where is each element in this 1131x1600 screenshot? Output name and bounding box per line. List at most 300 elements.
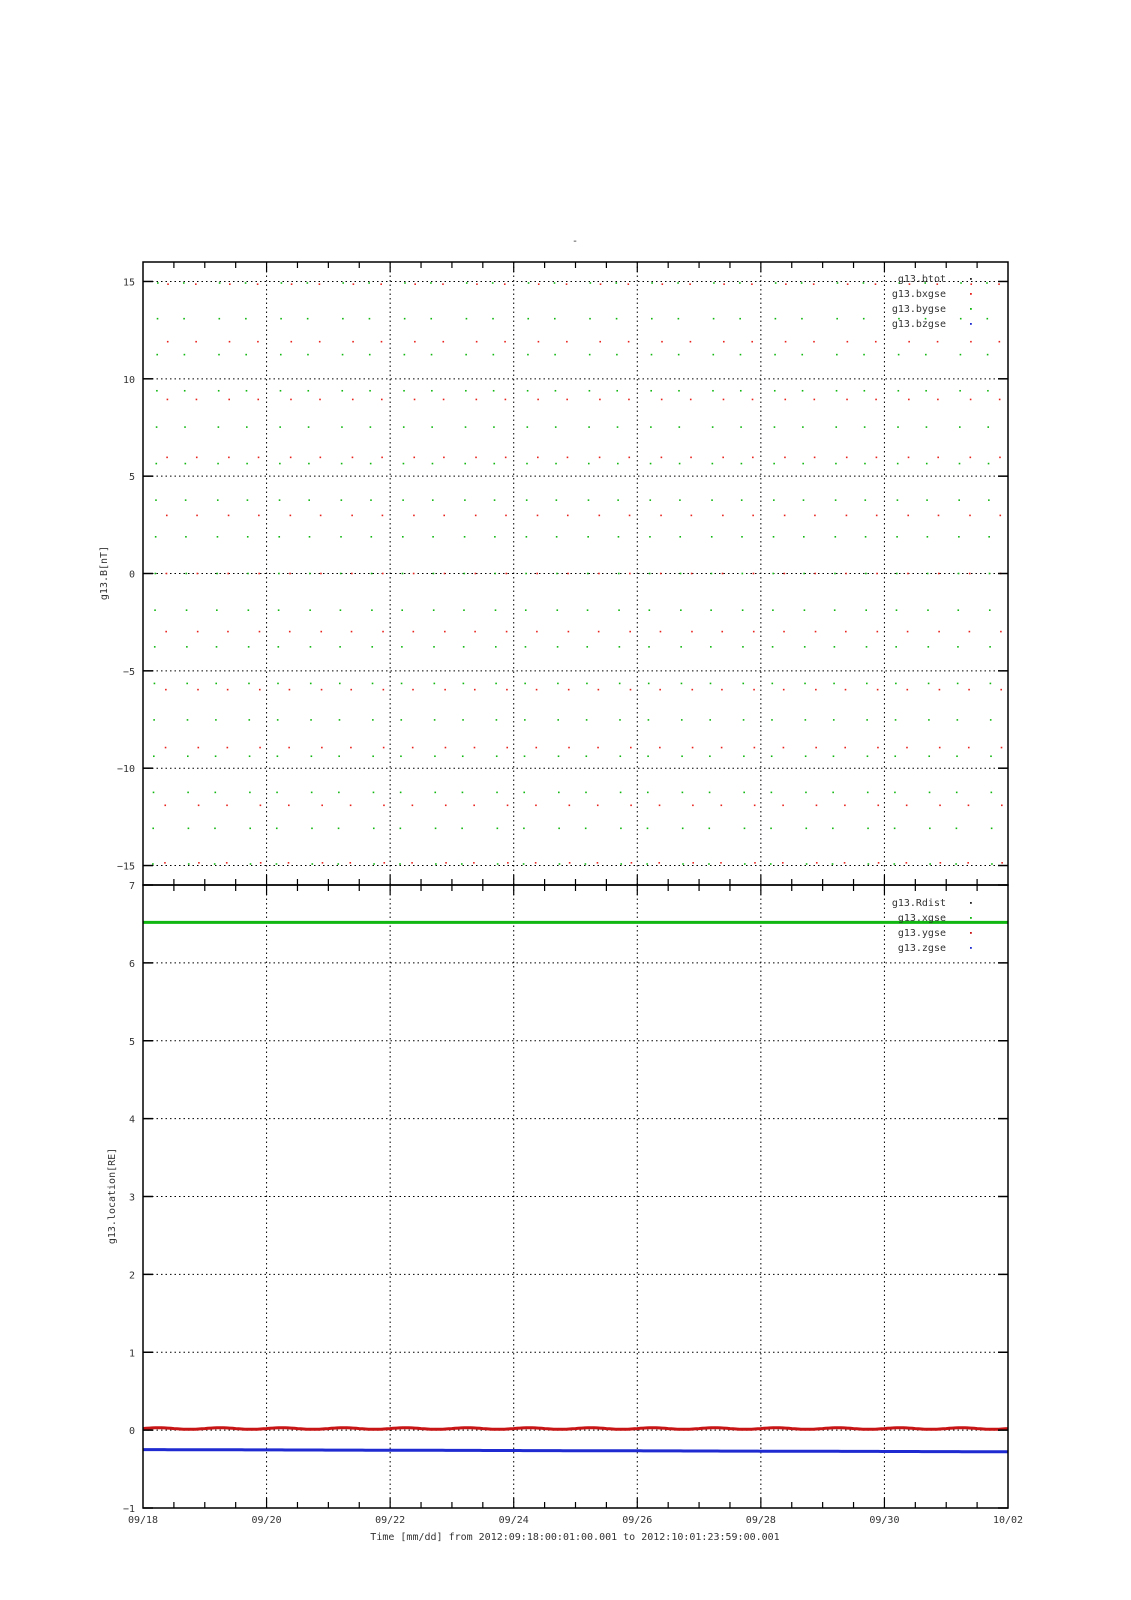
data-point (835, 499, 837, 501)
data-point (773, 536, 775, 538)
data-point (630, 805, 632, 807)
data-point (590, 282, 592, 284)
data-point (523, 863, 525, 865)
data-point (678, 390, 680, 392)
data-point (339, 683, 341, 685)
data-point (938, 631, 940, 633)
data-point (690, 341, 692, 343)
data-point (619, 683, 621, 685)
data-point (864, 390, 866, 392)
data-point (537, 515, 539, 517)
data-point (876, 515, 878, 517)
data-point (352, 399, 354, 401)
data-point (434, 792, 436, 794)
data-point (713, 318, 715, 320)
data-point (526, 463, 528, 465)
legend-label: g13.Rdist (891, 898, 946, 909)
data-point (620, 792, 622, 794)
data-point (650, 390, 652, 392)
data-point (834, 573, 836, 575)
data-point (249, 792, 251, 794)
data-point (661, 399, 663, 401)
data-point (535, 747, 537, 749)
data-point (877, 689, 879, 691)
data-point (218, 426, 220, 428)
data-point (955, 863, 957, 865)
data-point (960, 354, 962, 356)
legend-label: g13.btot (897, 274, 946, 285)
data-point (649, 499, 651, 501)
data-point (464, 536, 466, 538)
data-point (682, 792, 684, 794)
data-point (465, 390, 467, 392)
data-point (754, 862, 756, 864)
data-point (342, 354, 344, 356)
data-point (187, 755, 189, 757)
data-point (383, 689, 385, 691)
data-point (186, 609, 188, 611)
data-point (845, 573, 847, 575)
data-point (648, 646, 650, 648)
data-point (956, 792, 958, 794)
data-point (970, 341, 972, 343)
data-point (369, 354, 371, 356)
data-point (215, 719, 217, 721)
y-tick-label: 6 (128, 958, 135, 970)
data-point (774, 426, 776, 428)
data-point (691, 515, 693, 517)
data-point (258, 457, 260, 459)
data-point (845, 689, 847, 691)
data-point (463, 683, 465, 685)
data-point (692, 747, 694, 749)
data-point (229, 341, 231, 343)
data-point (712, 426, 714, 428)
data-point (400, 828, 402, 830)
data-point (802, 426, 804, 428)
data-point (246, 463, 248, 465)
data-point (568, 689, 570, 691)
data-point (535, 805, 537, 807)
x-tick-label: 09/26 (622, 1515, 653, 1526)
data-point (906, 747, 908, 749)
data-point (187, 719, 189, 721)
data-point (620, 863, 622, 865)
data-point (430, 282, 432, 284)
data-point (443, 457, 445, 459)
data-point (988, 536, 990, 538)
data-point (805, 828, 807, 830)
data-point (926, 499, 928, 501)
data-point (629, 515, 631, 517)
y-tick-label: 7 (128, 881, 135, 892)
data-point (847, 341, 849, 343)
data-point (616, 318, 618, 320)
data-point (339, 646, 341, 648)
data-point (814, 515, 816, 517)
data-point (340, 609, 342, 611)
data-point (400, 792, 402, 794)
data-point (617, 463, 619, 465)
data-point (929, 863, 931, 865)
y-tick-label: −1 (122, 1504, 135, 1515)
data-point (752, 515, 754, 517)
data-point (319, 283, 321, 285)
data-point (897, 426, 899, 428)
data-point (536, 689, 538, 691)
data-point (442, 283, 444, 285)
data-point (662, 283, 664, 285)
data-point (782, 805, 784, 807)
data-point (927, 573, 929, 575)
data-point (430, 318, 432, 320)
data-point (433, 573, 435, 575)
data-point (321, 805, 323, 807)
data-point (278, 536, 280, 538)
data-point (288, 805, 290, 807)
data-point (586, 755, 588, 757)
data-point (987, 426, 989, 428)
data-point (188, 828, 190, 830)
data-point (280, 354, 282, 356)
data-point (461, 828, 463, 830)
data-point (906, 805, 908, 807)
data-point (229, 283, 231, 285)
data-point (157, 282, 159, 284)
data-point (628, 399, 630, 401)
data-point (536, 573, 538, 575)
data-point (310, 683, 312, 685)
data-point (990, 719, 992, 721)
data-point (248, 683, 250, 685)
data-point (708, 863, 710, 865)
data-point (619, 755, 621, 757)
data-point (462, 719, 464, 721)
data-point (401, 609, 403, 611)
legend-label: g13.bygse (891, 304, 946, 315)
data-point (154, 646, 156, 648)
data-point (352, 457, 354, 459)
data-point (802, 463, 804, 465)
data-point (279, 463, 281, 465)
data-point (926, 463, 928, 465)
data-point (156, 354, 158, 356)
data-point (463, 646, 465, 648)
data-point (588, 499, 590, 501)
data-point (322, 862, 324, 864)
data-point (505, 399, 507, 401)
data-point (290, 457, 292, 459)
data-point (937, 399, 939, 401)
data-point (721, 689, 723, 691)
data-point (554, 318, 556, 320)
data-point (864, 499, 866, 501)
data-point (926, 426, 928, 428)
data-point (525, 646, 527, 648)
data-point (402, 536, 404, 538)
y-tick-label: 5 (128, 1036, 135, 1048)
data-point (628, 341, 630, 343)
data-point (197, 631, 199, 633)
data-point (927, 609, 929, 611)
data-point (466, 318, 468, 320)
data-point (907, 631, 909, 633)
data-point (956, 828, 958, 830)
data-point (557, 683, 559, 685)
data-point (250, 863, 252, 865)
data-point (618, 573, 620, 575)
data-point (925, 354, 927, 356)
data-point (370, 463, 372, 465)
data-point (771, 683, 773, 685)
data-point (198, 805, 200, 807)
data-point (836, 354, 838, 356)
legend-label: g13.xgse (897, 913, 946, 924)
data-point (771, 755, 773, 757)
data-point (722, 457, 724, 459)
data-point (957, 719, 959, 721)
data-point (990, 683, 992, 685)
data-point (784, 515, 786, 517)
data-point (616, 354, 618, 356)
data-point (988, 499, 990, 501)
data-point (801, 354, 803, 356)
data-point (434, 719, 436, 721)
data-point (836, 390, 838, 392)
data-point (832, 792, 834, 794)
data-point (474, 689, 476, 691)
data-point (588, 426, 590, 428)
data-point (958, 573, 960, 575)
legend-marker (970, 917, 972, 919)
data-point (382, 573, 384, 575)
data-point (783, 631, 785, 633)
data-point (183, 318, 185, 320)
data-point (443, 399, 445, 401)
data-point (185, 573, 187, 575)
data-point (554, 354, 556, 356)
data-point (742, 609, 744, 611)
data-point (587, 573, 589, 575)
data-point (1001, 747, 1003, 749)
data-point (815, 689, 817, 691)
data-point (709, 719, 711, 721)
data-point (895, 683, 897, 685)
data-point (258, 515, 260, 517)
y-tick-label: 15 (122, 277, 135, 289)
data-point (277, 719, 279, 721)
data-point (661, 341, 663, 343)
data-point (403, 390, 405, 392)
data-point (156, 390, 158, 392)
data-point (466, 282, 468, 284)
data-point (586, 719, 588, 721)
data-point (968, 805, 970, 807)
data-point (806, 863, 808, 865)
data-point (867, 755, 869, 757)
data-point (404, 354, 406, 356)
data-point (166, 457, 168, 459)
data-point (431, 354, 433, 356)
data-point (928, 755, 930, 757)
data-point (281, 282, 283, 284)
data-point (710, 646, 712, 648)
data-point (598, 573, 600, 575)
data-point (929, 792, 931, 794)
data-point (925, 390, 927, 392)
data-point (434, 755, 436, 757)
data-point (247, 573, 249, 575)
data-point (412, 747, 414, 749)
data-point (527, 390, 529, 392)
data-point (650, 426, 652, 428)
data-point (463, 609, 465, 611)
data-point (371, 573, 373, 575)
data-point (349, 862, 351, 864)
data-point (598, 515, 600, 517)
data-point (679, 426, 681, 428)
data-point (814, 399, 816, 401)
data-point (337, 863, 339, 865)
data-point (677, 282, 679, 284)
data-point (372, 755, 374, 757)
data-point (433, 609, 435, 611)
data-point (350, 805, 352, 807)
data-point (432, 536, 434, 538)
data-point (970, 399, 972, 401)
data-point (414, 399, 416, 401)
data-point (743, 792, 745, 794)
data-point (308, 426, 310, 428)
data-point (620, 828, 622, 830)
data-point (835, 426, 837, 428)
data-point (165, 631, 167, 633)
data-point (188, 863, 190, 865)
data-point (661, 457, 663, 459)
data-point (783, 747, 785, 749)
data-point (277, 683, 279, 685)
legend-label: g13.bzgse (891, 319, 946, 330)
data-point (894, 792, 896, 794)
data-point (401, 683, 403, 685)
data-point (165, 689, 167, 691)
data-point (908, 341, 910, 343)
data-point (711, 499, 713, 501)
legend-marker (970, 947, 972, 949)
x-tick-label: 09/28 (745, 1515, 776, 1526)
data-point (556, 609, 558, 611)
data-point (198, 862, 200, 864)
data-point (496, 792, 498, 794)
data-point (338, 792, 340, 794)
data-point (937, 457, 939, 459)
data-point (772, 646, 774, 648)
data-point (863, 354, 865, 356)
data-point (431, 390, 433, 392)
data-point (557, 646, 559, 648)
data-point (413, 457, 415, 459)
data-point (228, 399, 230, 401)
data-point (711, 536, 713, 538)
data-point (493, 390, 495, 392)
data-point (712, 463, 714, 465)
data-point (351, 515, 353, 517)
data-point (473, 862, 475, 864)
data-point (877, 747, 879, 749)
data-point (585, 828, 587, 830)
data-point (153, 755, 155, 757)
data-point (648, 719, 650, 721)
data-point (555, 390, 557, 392)
data-point (743, 755, 745, 757)
data-point (373, 828, 375, 830)
data-point (681, 683, 683, 685)
data-point (308, 463, 310, 465)
data-point (753, 689, 755, 691)
data-point (619, 646, 621, 648)
y-tick-label: 1 (128, 1348, 135, 1360)
data-point (278, 573, 280, 575)
data-point (866, 646, 868, 648)
data-point (651, 318, 653, 320)
data-point (1000, 689, 1002, 691)
data-point (412, 805, 414, 807)
data-point (218, 354, 220, 356)
data-point (246, 390, 248, 392)
data-point (967, 862, 969, 864)
data-point (369, 318, 371, 320)
data-point (183, 282, 185, 284)
data-point (617, 426, 619, 428)
data-point (279, 499, 281, 501)
y-tick-label: 4 (128, 1114, 135, 1126)
data-point (536, 631, 538, 633)
data-point (772, 573, 774, 575)
data-point (342, 318, 344, 320)
data-point (403, 426, 405, 428)
data-point (834, 609, 836, 611)
data-point (897, 499, 899, 501)
data-point (691, 573, 693, 575)
data-point (226, 862, 228, 864)
data-point (280, 390, 282, 392)
data-point (896, 573, 898, 575)
data-point (371, 609, 373, 611)
data-point (278, 609, 280, 611)
data-point (528, 282, 530, 284)
data-point (319, 341, 321, 343)
data-point (164, 805, 166, 807)
data-point (434, 683, 436, 685)
data-point (801, 282, 803, 284)
data-point (721, 747, 723, 749)
data-point (928, 719, 930, 721)
data-point (404, 318, 406, 320)
data-point (569, 805, 571, 807)
data-point (338, 755, 340, 757)
data-point (876, 457, 878, 459)
data-point (445, 862, 447, 864)
data-point (474, 747, 476, 749)
data-point (507, 862, 509, 864)
data-point (196, 515, 198, 517)
data-point (690, 457, 692, 459)
data-point (368, 282, 370, 284)
data-point (373, 792, 375, 794)
data-point (185, 463, 187, 465)
data-point (504, 341, 506, 343)
data-point (248, 719, 250, 721)
